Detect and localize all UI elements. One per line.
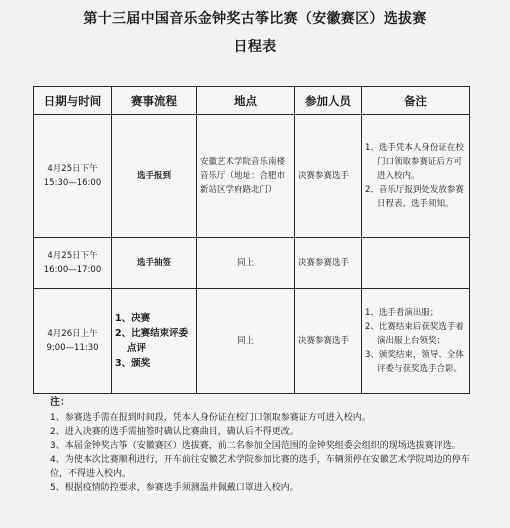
note-paragraph: 2、进入决赛的选手需抽签时确认比赛曲目，确认后不得更改。	[50, 427, 299, 437]
cell-notes	[362, 289, 470, 394]
cell-date-time	[34, 289, 112, 394]
date-text: 4月26日上午	[47, 329, 98, 339]
cell-participants: 决赛参赛选手	[295, 238, 362, 289]
note-item: 1、选手凭本人身份证在校门口领取参赛证后方可进入校内。	[365, 143, 464, 181]
date-text: 4月25日下午	[47, 251, 98, 261]
stage-item: 2、比赛结束评委点评	[115, 328, 189, 354]
cell-location: 安徽艺术学院音乐南楼音乐厅（地址：合肥市新站区学府路北门）	[197, 115, 295, 238]
cell-stage	[112, 289, 197, 394]
page-title: 第十三届中国音乐金钟奖古筝比赛（安徽赛区）选拔赛	[83, 11, 427, 27]
column-header-date: 日期与时间	[34, 87, 112, 115]
column-header-stage: 赛事流程	[112, 87, 197, 115]
stage-item: 1、决赛	[115, 313, 151, 324]
column-header-notes: 备注	[362, 87, 470, 115]
cell-notes	[362, 238, 470, 289]
cell-stage: 选手抽签	[112, 238, 197, 289]
notes-section	[50, 396, 470, 495]
table-row	[34, 289, 470, 394]
cell-location: 同上	[197, 289, 295, 394]
time-text: 16:00—17:00	[43, 265, 102, 275]
column-header-location: 地点	[197, 87, 295, 115]
stage-item: 3、颁奖	[115, 358, 151, 369]
cell-stage: 选手报到	[112, 115, 197, 238]
table-row	[34, 115, 470, 238]
note-item: 3、颁奖结束，领导、全体评委与获奖选手合影。	[365, 350, 464, 374]
table-header-row	[34, 87, 470, 115]
schedule-table	[33, 86, 470, 394]
cell-notes	[362, 115, 470, 238]
note-item: 1、选手看演出服；	[365, 308, 439, 318]
time-text: 15:30—16:00	[43, 178, 102, 188]
note-paragraph: 5、根据疫情防控要求，参赛选手须测温并佩戴口罩进入校内。	[50, 483, 299, 493]
note-item: 2、比赛结束后获奖选手着演出服上台领奖；	[365, 322, 464, 346]
notes-heading: 注：	[50, 397, 70, 408]
time-text: 9:00—11:30	[46, 343, 99, 353]
page-subtitle: 日程表	[233, 39, 277, 55]
cell-date-time	[34, 238, 112, 289]
date-text: 4月25日下午	[47, 164, 98, 174]
note-paragraph: 3、本届金钟奖古筝（安徽赛区）选拔赛，前二名参加全国范围的金钟奖组委会组织的现场选拔赛评选。	[50, 441, 461, 451]
cell-date-time	[34, 115, 112, 238]
note-paragraph: 4、为使本次比赛顺利进行，开车前往安徽艺术学院参加比赛的选手，车辆须停在安徽艺术学院周边的停车位，不得进入校内。	[50, 455, 470, 479]
cell-location: 同上	[197, 238, 295, 289]
table-row	[34, 238, 470, 289]
cell-participants: 决赛参赛选手	[295, 289, 362, 394]
column-header-participants: 参加人员	[295, 87, 362, 115]
cell-participants: 决赛参赛选手	[295, 115, 362, 238]
note-paragraph: 1、参赛选手需在报到时间段，凭本人身份证在校门口领取参赛证方可进入校内。	[50, 413, 371, 423]
note-item: 2、音乐厅报到处发放参赛日程表、选手须知。	[365, 185, 464, 209]
